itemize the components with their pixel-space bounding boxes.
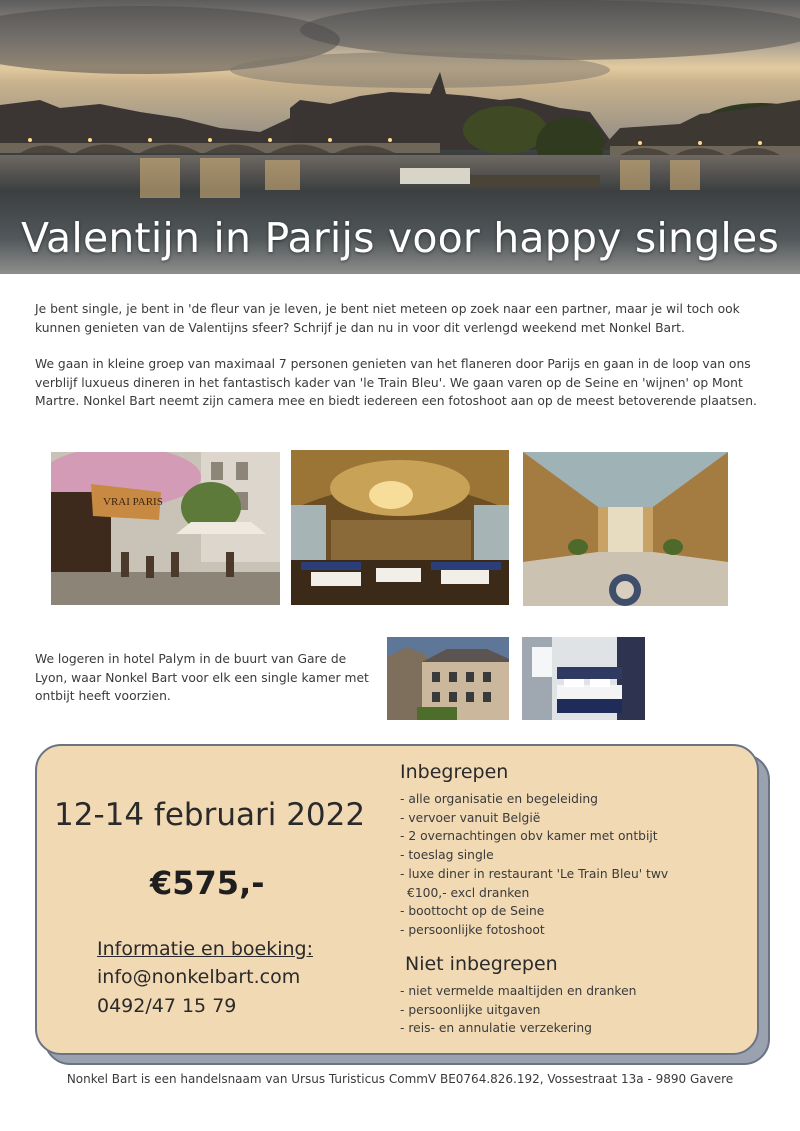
booking-info-heading: Informatie en boeking: [97, 938, 313, 960]
list-item: - luxe diner in restaurant 'Le Train Bleu' twv [400, 866, 669, 881]
trip-date: 12-14 februari 2022 [54, 797, 366, 833]
list-item: - reis- en annulatie verzekering [400, 1021, 592, 1036]
intro-text [35, 300, 770, 429]
contact-phone[interactable]: 0492/47 15 79 [97, 995, 237, 1017]
list-item: - 2 overnachtingen obv kamer met ontbijt [400, 829, 658, 844]
list-item: - toeslag single [400, 848, 494, 863]
company-footer: Nonkel Bart is een handelsnaam van Ursus Turisticus CommV BE0764.826.192, Vossestraat 13a - 9890 Gavere [66, 1072, 734, 1086]
hero-banner [0, 0, 800, 274]
included-list [400, 790, 668, 940]
page-title: Valentijn in Parijs voor happy singles [20, 214, 780, 262]
cafe-sign-text: VRAI PARIS [103, 496, 163, 508]
list-item: €100,- excl dranken [407, 885, 530, 900]
list-item: - vervoer vanuit België [400, 810, 541, 825]
list-item: - alle organisatie en begeleiding [400, 792, 598, 806]
included-title: Inbegrepen [400, 761, 509, 783]
paris-cafe-photo [51, 452, 280, 605]
trip-price: €575,- [150, 864, 265, 902]
galerie-vivienne-photo [523, 452, 728, 606]
hotel-exterior-photo [387, 637, 509, 720]
hotel-room-photo [522, 637, 645, 720]
list-item: - niet vermelde maaltijden en dranken [400, 984, 637, 998]
excluded-title: Niet inbegrepen [405, 953, 558, 975]
list-item: - persoonlijke fotoshoot [400, 922, 545, 937]
list-item: - boottocht op de Seine [400, 904, 545, 919]
excluded-list [400, 982, 636, 1038]
intro-paragraph-1: Je bent single, je bent in 'de fleur van je leven, je bent niet meteen op zoek naar een partner, maar je wil toch ook kunnen genieten van de Valentijns sfeer? Schrijf je dan nu in voor dit verlengd weekend met Nonkel Bart. [35, 302, 740, 335]
intro-paragraph-2: We gaan in kleine groep van maximaal 7 personen genieten van het flaneren door Parijs en gaan in de loop van ons verblijf luxueus dineren in het fantastisch kader van 'le Train Bleu'. We gaan varen op de Seine en 'wijnen' op Mont Martre. Nonkel Bart neemt zijn camera mee en biedt iedereen een fotoshoot aan op de meest betoverende plaatsen. [35, 357, 757, 408]
contact-email-link[interactable]: info@nonkelbart.com [97, 966, 301, 988]
hotel-description: We logeren in hotel Palym in de buurt van Gare de Lyon, waar Nonkel Bart voor elk een single kamer met ontbijt heeft voorzien. [35, 652, 369, 703]
le-train-bleu-photo [291, 450, 509, 605]
list-item: - persoonlijke uitgaven [400, 1002, 541, 1017]
